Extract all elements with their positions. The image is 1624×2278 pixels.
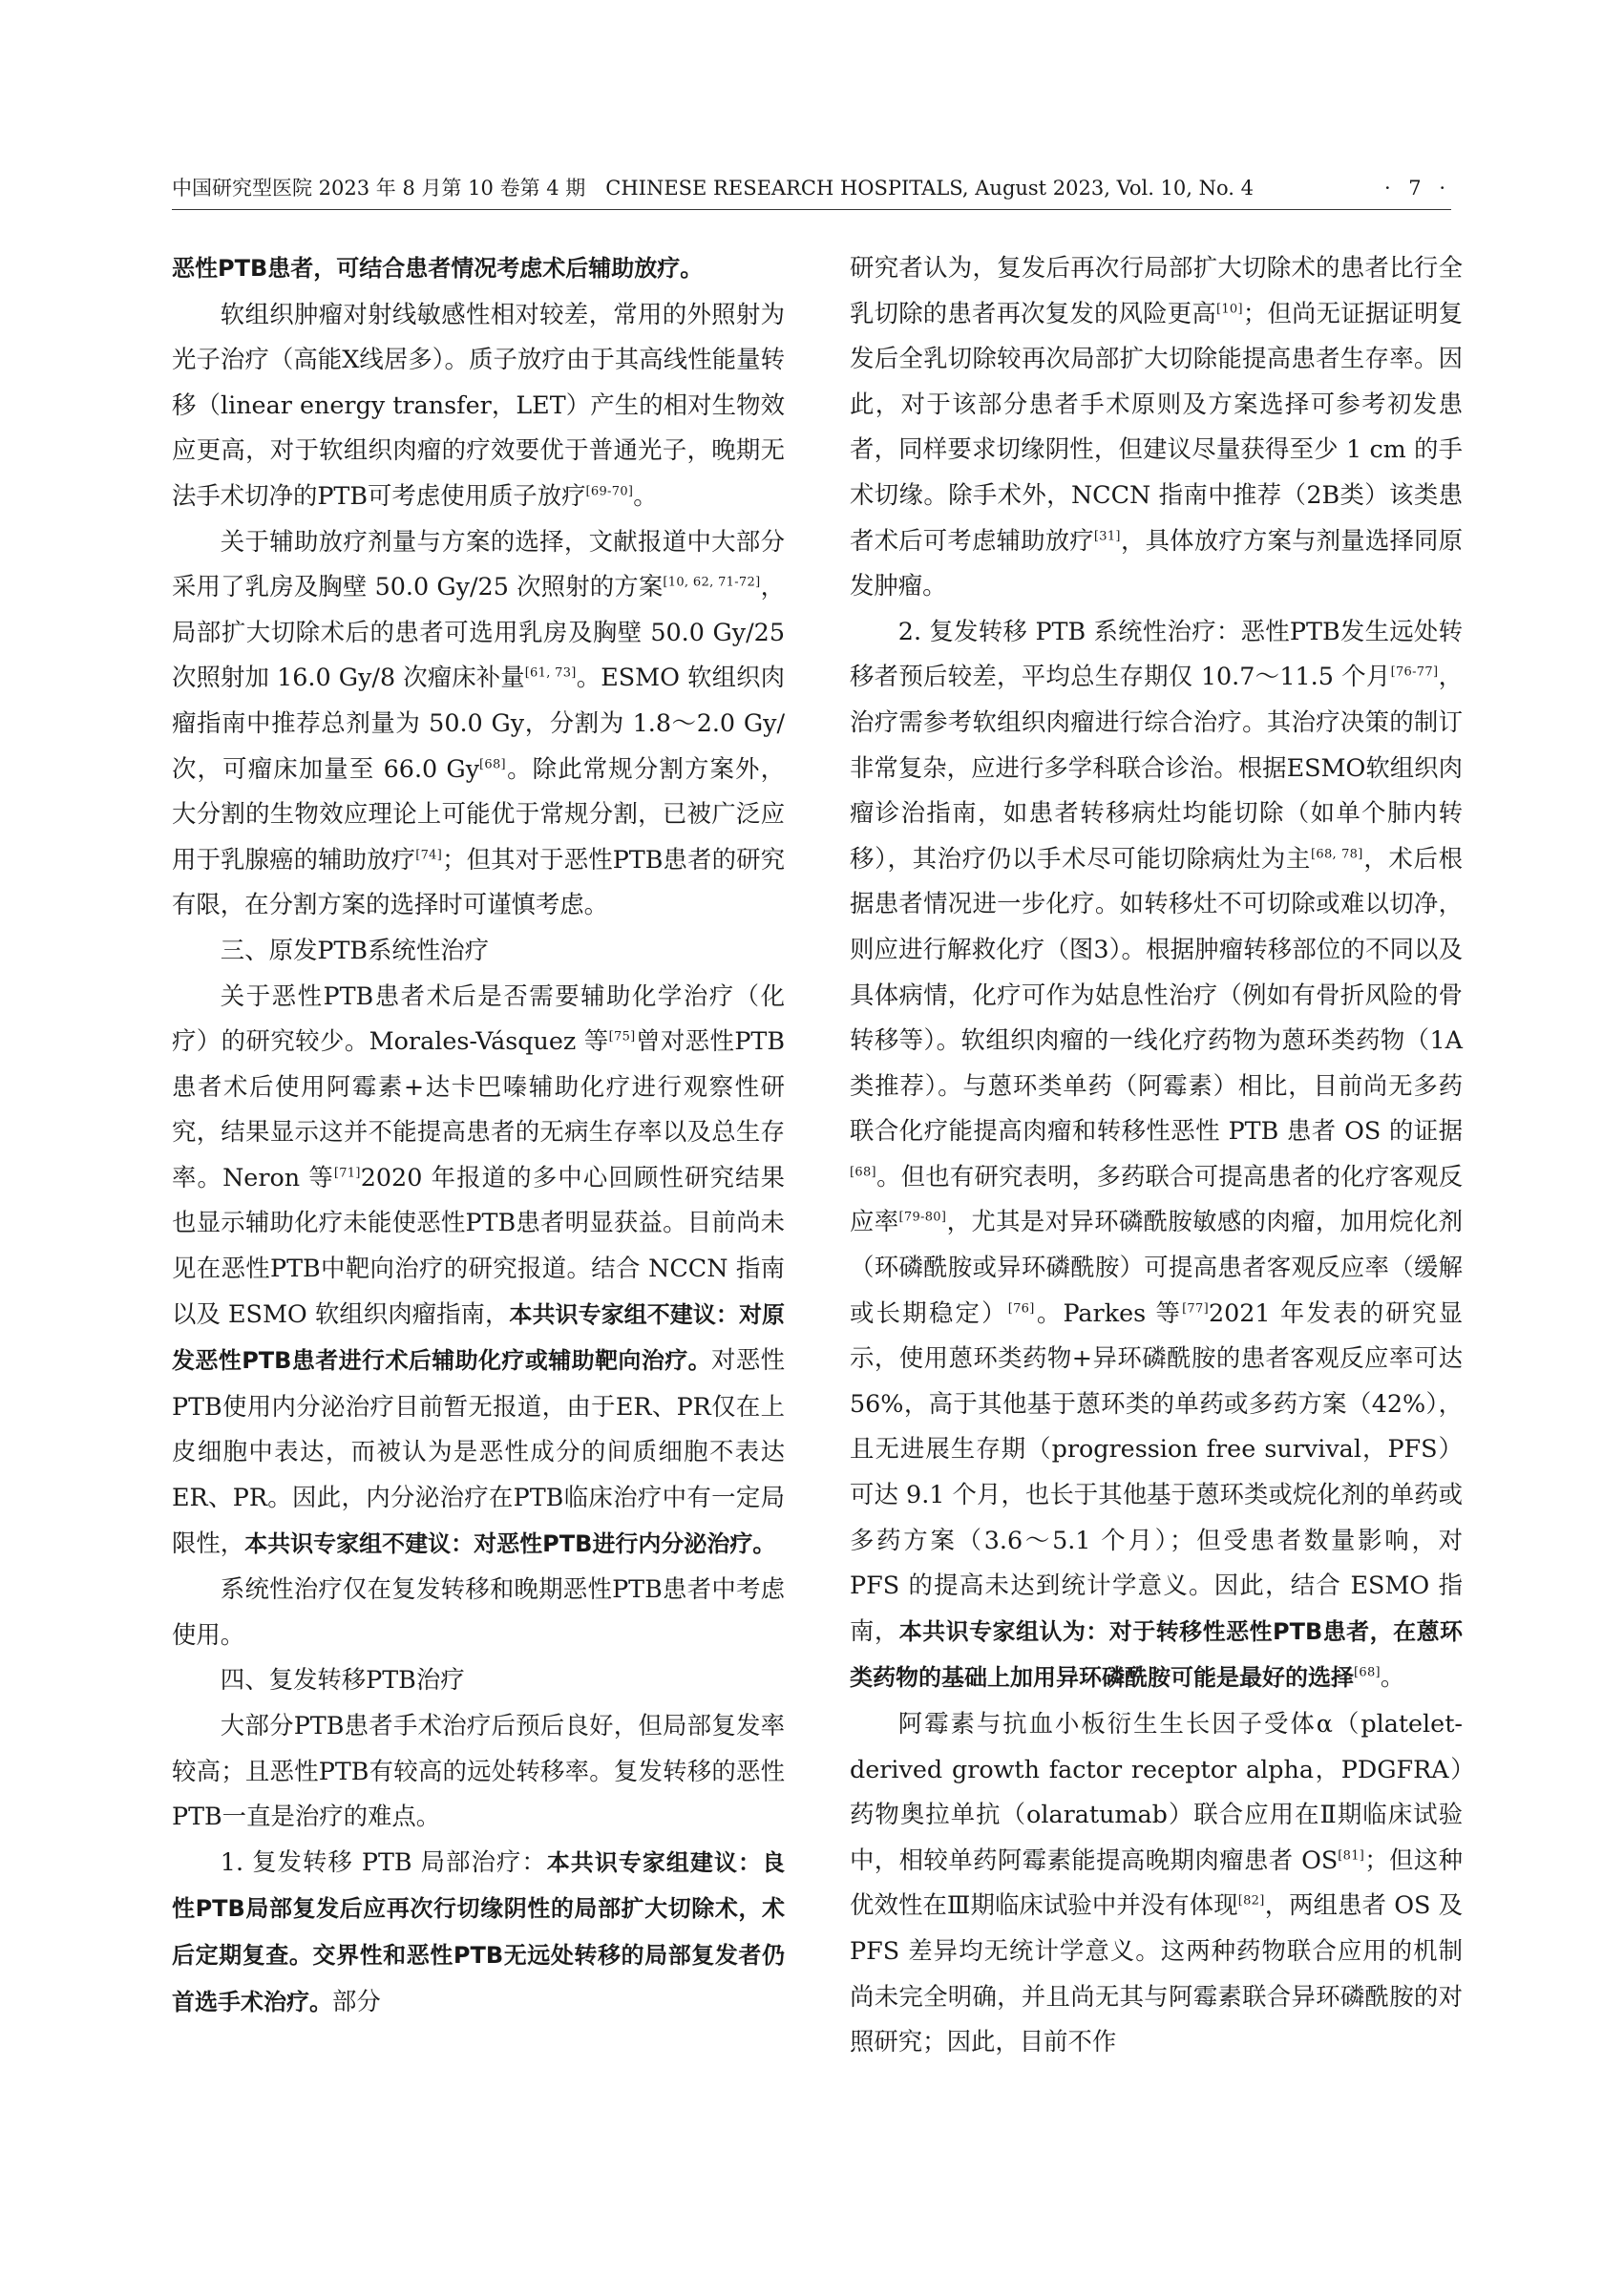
paragraph: 系统性治疗仅在复发转移和晚期恶性PTB患者中考虑使用。 bbox=[172, 1574, 785, 1649]
bold-text: 恶性PTB患者，可结合患者情况考虑术后辅助放疗。 bbox=[172, 255, 704, 282]
citation: [76-77] bbox=[1390, 664, 1439, 680]
journal-info: 中国研究型医院 2023 年 8 月第 10 卷第 4 期 CHINESE RESEARCH HOSPITALS, August 2023, Vol. 10, No. 4 bbox=[172, 177, 1254, 200]
text: 曾对恶性PTB患者术后使用阿霉素+达卡巴嗪辅助化疗进行观察性研究，结果显示这并不能提高患者的无病生存率以及总生存率。Neron 等 bbox=[172, 1026, 785, 1192]
citation: [81] bbox=[1338, 1848, 1365, 1864]
bold-text: 本共识专家组建议：良性PTB局部复发后应再次行切缘阴性的局部扩大切除术，术后定期复查。交界性和恶性PTB无远处转移的局部复发者仍首选手术治疗。 bbox=[172, 1848, 786, 2015]
text: 部分 bbox=[332, 1986, 381, 2015]
text: 关于恶性PTB患者术后是否需要辅助化学治疗（化疗）的研究较少。Morales-Vásquez 等 bbox=[172, 981, 785, 1056]
text: ；但尚无证据证明复发后全乳切除较再次局部扩大切除能提高患者生存率。因此，对于该部分患者手术原则及方案选择可参考初发患者，同样要求切缘阴性，但建议尽量获得至少 1 cm 的手术切缘。除手术外，NCCN 指南中推荐（2B类）该类患者术后可考虑辅助放疗 bbox=[850, 298, 1464, 555]
text: 软组织肿瘤对射线敏感性相对较差，常用的外照射为光子治疗（高能X线居多）。质子放疗由于其高线性能量转移（linear energy transfer，LET）产生的相对生物效应更高，对于软组织肉瘤的疗效要优于普通光子，晚期无法手术切净的PTB可考虑使用质子放疗 bbox=[172, 299, 785, 510]
citation: [79-80] bbox=[898, 1211, 947, 1225]
header-rule bbox=[172, 209, 1451, 210]
right-column bbox=[850, 245, 1463, 2065]
paragraph bbox=[850, 1701, 1463, 2065]
text: 。ESMO 软组织肉瘤指南中推荐总剂量为 50.0 Gy，分割为 1.8～2.0 Gy/次，可瘤床加量至 66.0 Gy bbox=[172, 663, 785, 783]
citation: [75] bbox=[608, 1029, 636, 1044]
citation: [71] bbox=[333, 1166, 361, 1181]
citation: [68] bbox=[850, 1165, 876, 1180]
citation: [68] bbox=[1354, 1665, 1381, 1680]
citation: [10] bbox=[1215, 302, 1243, 317]
paragraph bbox=[172, 519, 785, 928]
paragraph bbox=[172, 292, 785, 519]
text: 。 bbox=[1380, 1662, 1405, 1692]
citation: [10, 62, 71-72] bbox=[663, 575, 761, 590]
section-heading: 四、复发转移PTB治疗 bbox=[220, 1665, 465, 1695]
text: 研究者认为，复发后再次行局部扩大切除术的患者比行全乳切除的患者再次复发的风险更高 bbox=[850, 253, 1463, 327]
text: 2021 年发表的研究显示，使用蒽环类药物+异环磷酰胺的患者客观反应率可达 56%，高于其他基于蒽环类的单药或多药方案（42%），且无进展生存期（progression free survival，PFS）可达 9.1 个月，也长于其他基于蒽环类或烷化剂的单药或多药方案（3.6～5.1 个月）；但受患者数量影响，对 PFS 的提高未达到统计学意义。因此，结合 ESMO 指南， bbox=[850, 1297, 1463, 1645]
text: 阿霉素与抗血小板衍生生长因子受体α（platelet-derived growth factor receptor alpha，PDGFRA）药物奥拉单抗（olaratumab）联合应用在Ⅱ期临床试验中，相较单药阿霉素能提高晚期肉瘤患者 OS bbox=[850, 1709, 1463, 1874]
text: 对恶性PTB使用内分泌治疗目前暂无报道，由于ER、PR仅在上皮细胞中表达，而被认为是恶性成分的间质细胞不表达ER、PR。因此，内分泌治疗在PTB临床治疗中有一定局限性， bbox=[172, 1345, 785, 1557]
paragraph bbox=[172, 245, 785, 292]
bold-text: 本共识专家组不建议：对原发恶性PTB患者进行术后辅助化疗或辅助靶向治疗。 bbox=[172, 1300, 785, 1375]
citation: [74] bbox=[415, 848, 443, 863]
left-column bbox=[172, 245, 785, 2025]
text: ，术后根据患者情况进一步化疗。如转移灶不可切除或难以切净，则应进行解救化疗（图3）。根据肿瘤转移部位的不同以及具体病情，化疗可作为姑息性治疗（例如有骨折风险的骨转移等）。软组织肉瘤的一线化疗药物为蒽环类药物（1A类推荐）。与蒽环类单药（阿霉素）相比，目前尚无多药联合化疗能提高肉瘤和转移性恶性 PTB 患者 OS 的证据 bbox=[850, 843, 1463, 1146]
citation: [82] bbox=[1237, 1893, 1265, 1909]
paragraph bbox=[172, 974, 785, 1568]
citation: [76] bbox=[1007, 1301, 1035, 1317]
text: 关于辅助放疗剂量与方案的选择，文献报道中大部分采用了乳房及胸壁 50.0 Gy/25 次照射的方案 bbox=[172, 526, 785, 601]
text: ，尤其是对异环磷酰胺敏感的肉瘤，加用烷化剂（环磷酰胺或异环磷酰胺）可提高患者客观反应率（缓解或长期稳定） bbox=[850, 1207, 1464, 1327]
text: 。Parkes 等 bbox=[1034, 1297, 1183, 1327]
text: 2020 年报道的多中心回顾性研究结果也显示辅助化疗未能使恶性PTB患者明显获益。目前尚未见在恶性PTB中靶向治疗的研究报道。结合 NCCN 指南以及 ESMO 软组织肉瘤指南， bbox=[172, 1162, 785, 1328]
text: ；但其对于恶性PTB患者的研究有限，在分割方案的选择时可谨慎考虑。 bbox=[172, 844, 786, 919]
text: 。 bbox=[633, 480, 658, 510]
paragraph: 大部分PTB患者手术治疗后预后良好，但局部复发率较高；且恶性PTB有较高的远处转移率。复发转移的恶性PTB一直是治疗的难点。 bbox=[172, 1711, 785, 1831]
text: ，治疗需参考软组织肉瘤进行综合治疗。其治疗决策的制订非常复杂，应进行多学科联合诊治。根据ESMO软组织肉瘤诊治指南，如患者转移病灶均能切除（如单个肺内转移），其治疗仍以手术尽可能切除病灶为主 bbox=[850, 662, 1464, 873]
text: 。但也有研究表明，多药联合可提高患者的化疗客观反应率 bbox=[850, 1161, 1463, 1236]
paragraph bbox=[172, 1840, 785, 2025]
citation: [77] bbox=[1182, 1301, 1209, 1317]
text: ，两组患者 OS 及 PFS 差异均无统计学意义。这两种药物联合应用的机制尚未完全明确，并且尚无其与阿霉素联合异环磷酰胺的对照研究；因此，目前不作 bbox=[850, 1890, 1463, 2057]
citation: [31] bbox=[1093, 529, 1121, 544]
text: 。除此常规分割方案外，大分割的生物效应理论上可能优于常规分割，已被广泛应用于乳腺癌的辅助放疗 bbox=[172, 753, 786, 874]
paragraph bbox=[850, 245, 1463, 609]
bold-text: 本共识专家组认为：对于转移性恶性PTB患者，在蒽环类药物的基础上加用异环磷酰胺可能是最好的选择 bbox=[850, 1617, 1463, 1692]
bold-text: 本共识专家组不建议：对恶性PTB进行内分泌治疗。 bbox=[244, 1529, 776, 1557]
text: 1. 复发转移 PTB 局部治疗： bbox=[220, 1846, 547, 1876]
citation: [68] bbox=[479, 757, 506, 772]
text: 2. 复发转移 PTB 系统性治疗：恶性PTB发生远处转移者预后较差，平均总生存期仅 10.7～11.5 个月 bbox=[850, 616, 1463, 691]
text: ；但这种优效性在Ⅲ期临床试验中并没有体现 bbox=[850, 1845, 1464, 1920]
text: ，具体放疗方案与剂量选择同原发肿瘤。 bbox=[850, 525, 1464, 601]
citation: [61, 73] bbox=[524, 665, 577, 681]
running-header bbox=[172, 172, 1451, 204]
citation: [68, 78] bbox=[1311, 847, 1363, 862]
paragraph bbox=[850, 609, 1463, 1701]
citation: [69-70] bbox=[585, 484, 634, 499]
page-number: · 7 · bbox=[1383, 177, 1451, 200]
section-heading: 三、原发PTB系统性治疗 bbox=[220, 935, 489, 964]
text: ，局部扩大切除术后的患者可选用乳房及胸壁 50.0 Gy/25 次照射加 16.0 Gy/8 次瘤床补量 bbox=[172, 572, 786, 692]
